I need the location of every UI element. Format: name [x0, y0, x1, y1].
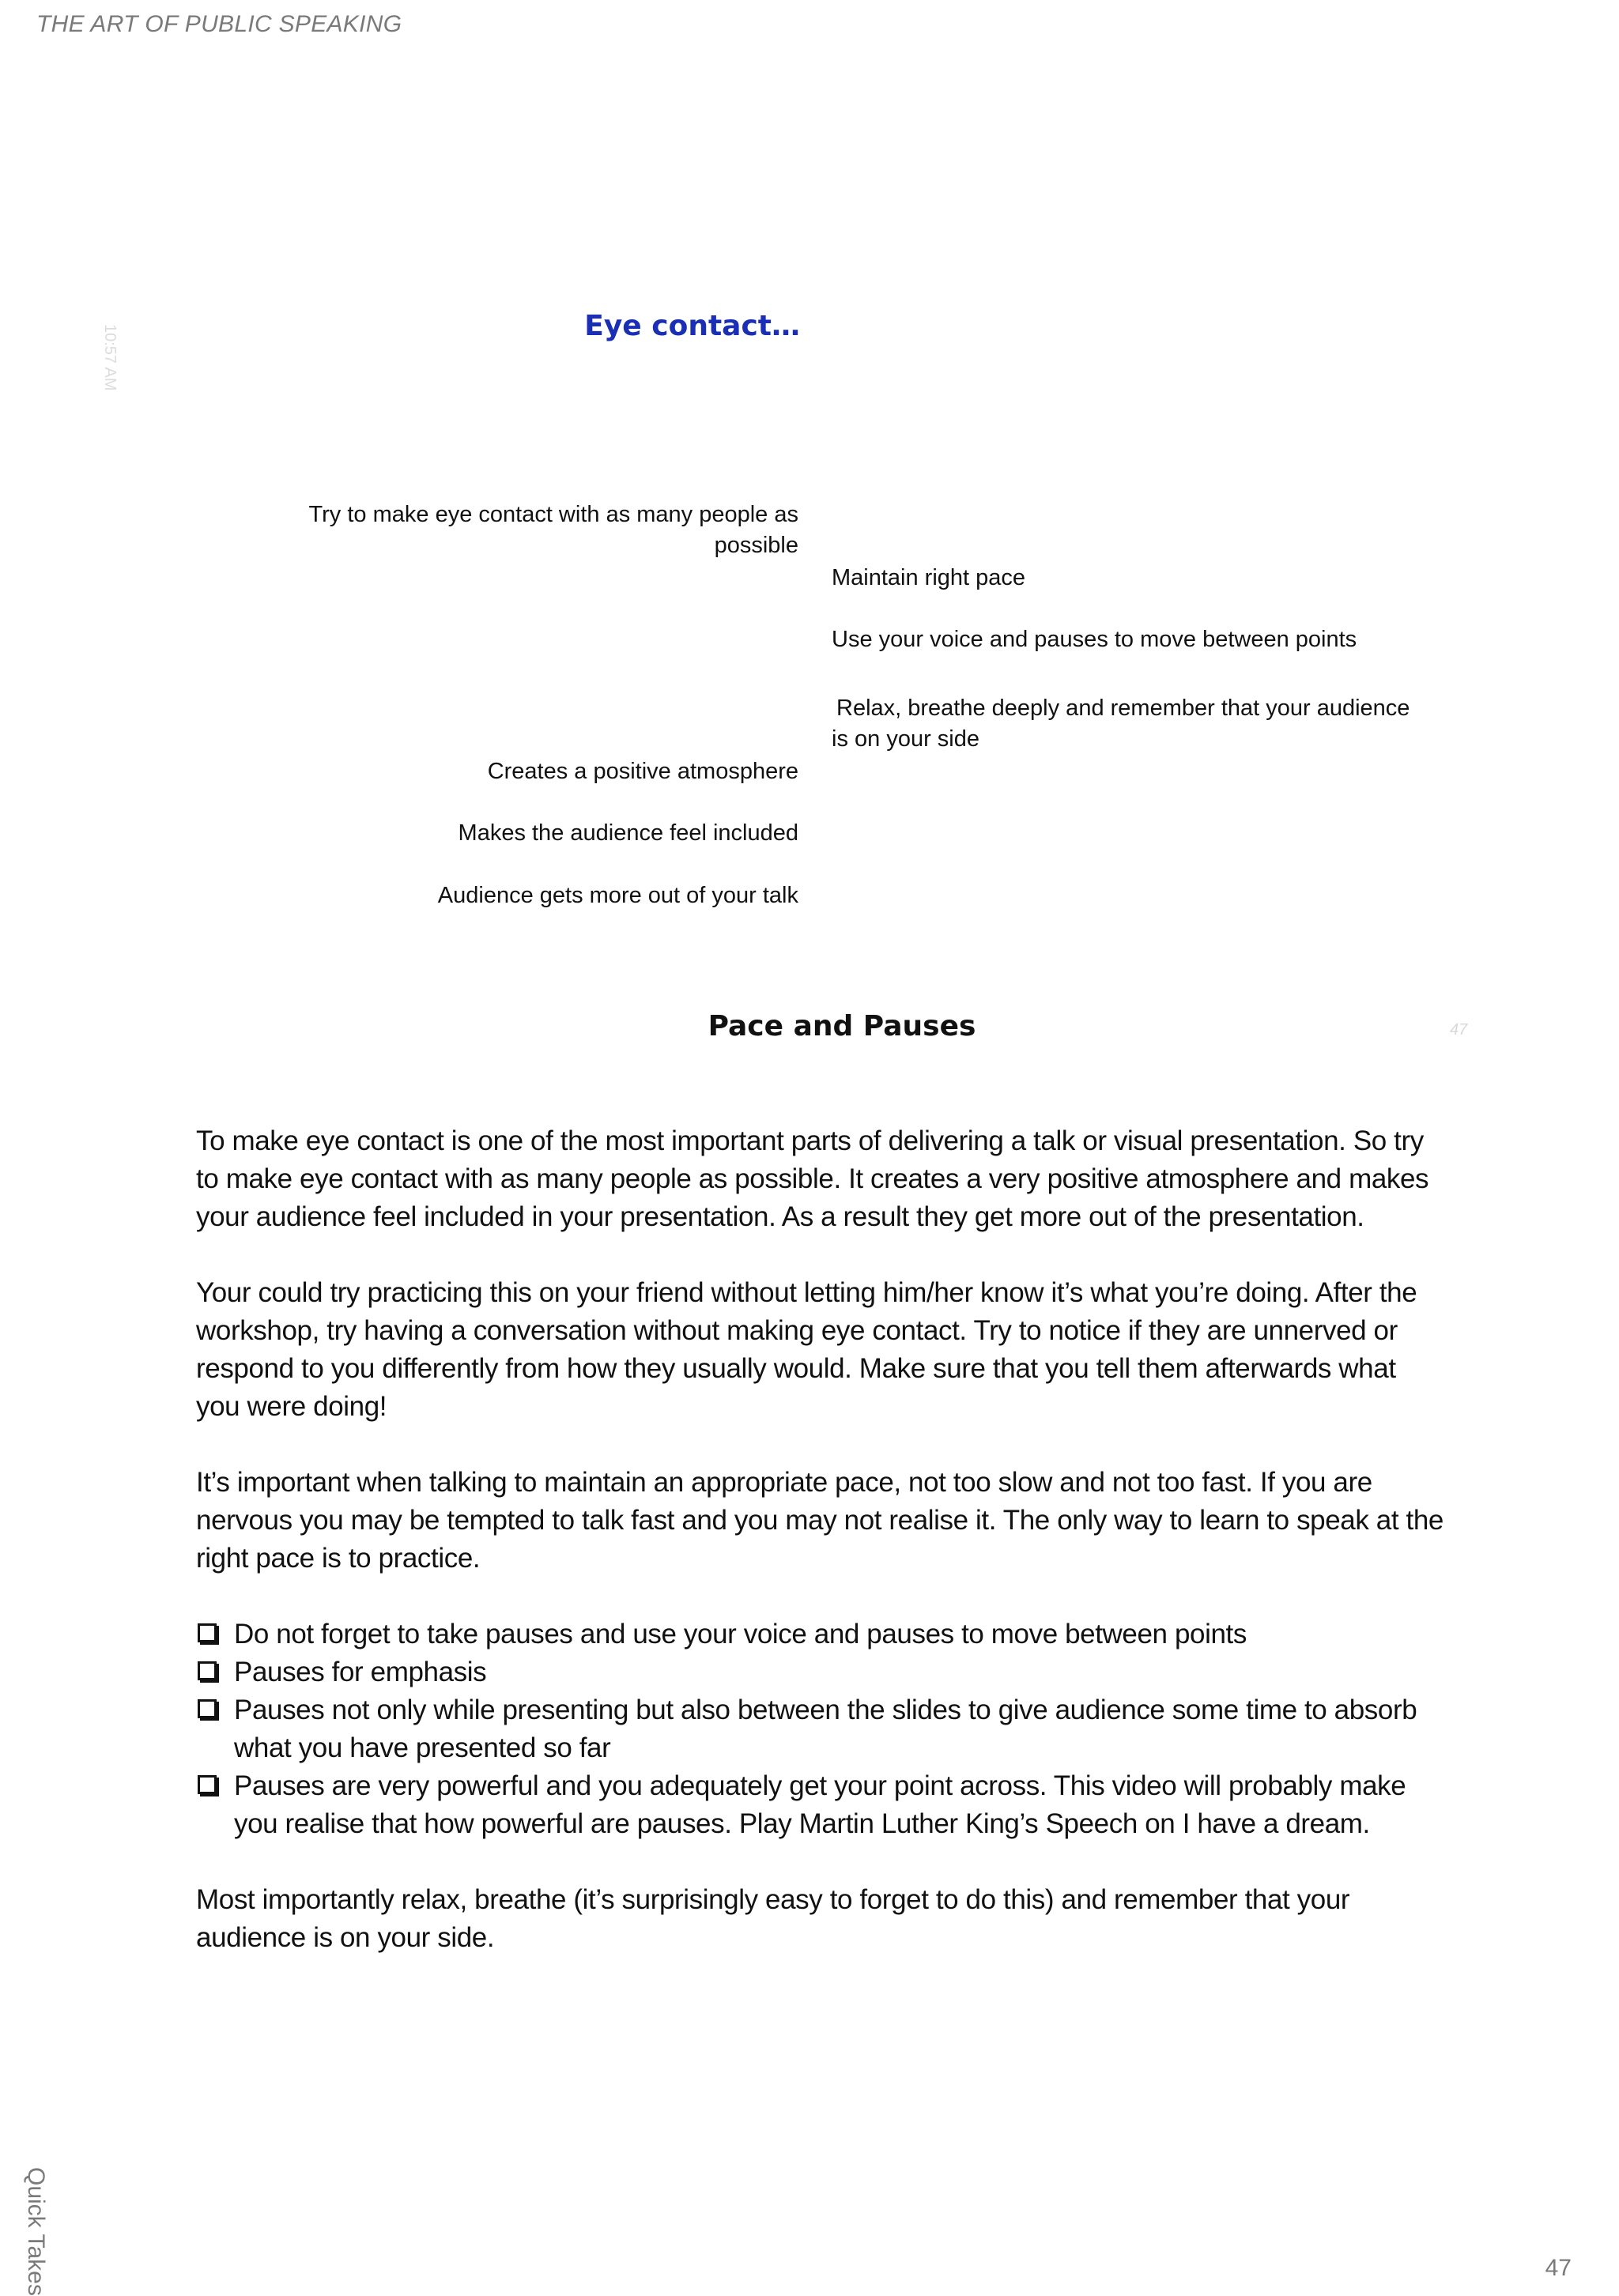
closing-paragraph: Most importantly relax, breathe (it’s surprisingly easy to forget to do this) and remember that your audience is on your side.: [196, 1884, 1350, 1953]
bullet-text: Do not forget to take pauses and use your voice and pauses to move between points: [234, 1619, 1247, 1649]
body-text: [196, 1122, 1445, 1995]
body-paragraph: To make eye contact is one of the most important parts of delivering a talk or visual presentation. So try to make eye contact with as many people as possible. It creates a very positive atmosphere and makes your audience feel included in your presentation. As a result they get more out of the presentation.: [196, 1125, 1429, 1232]
slide-left-item: Makes the audience feel included: [458, 820, 798, 846]
bullet-item: [196, 1653, 1445, 1691]
bullet-item: [196, 1767, 1445, 1843]
slide-right-item: Use your voice and pauses to move between points: [832, 627, 1357, 652]
slide-left-item: Try to make eye contact with as many people as possible: [308, 502, 798, 558]
slide-left-item: Audience gets more out of your talk: [437, 883, 798, 908]
body-paragraph: Your could try practicing this on your friend without letting him/her know it’s what you’re doing. After the workshop, try having a conversation without making eye contact. Try to notice if they are unnerved or respond to you differently from how they usually would. Make sure that you tell them afterwards what you were doing!: [196, 1277, 1417, 1422]
faint-timestamp: 10:57 AM: [101, 324, 119, 391]
bullet-text: Pauses are very powerful and you adequately get your point across. This video will probably make you realise that how powerful are pauses. Play Martin Luther King’s Speech on I have a dream.: [234, 1770, 1406, 1839]
slide-right-item: Relax, breathe deeply and remember that your audience is on your side: [832, 696, 1410, 752]
page-number: 47: [1545, 2255, 1572, 2281]
checkbox-icon: [198, 1623, 217, 1642]
faint-slide-number: 47: [1450, 1021, 1468, 1039]
bullet-text: Pauses for emphasis: [234, 1657, 487, 1687]
bullet-item: [196, 1615, 1445, 1653]
checkbox-icon: [198, 1775, 217, 1794]
section-title: Pace and Pauses: [708, 1010, 976, 1042]
side-label: Quick Takes: [23, 2167, 49, 2296]
running-header: THE ART OF PUBLIC SPEAKING: [36, 11, 402, 37]
slide-left-item: Creates a positive atmosphere: [487, 759, 798, 784]
bullet-text: Pauses not only while presenting but also between the slides to give audience some time to absorb what you have presented so far: [234, 1695, 1417, 1763]
bullet-list: [196, 1615, 1445, 1843]
body-paragraph: It’s important when talking to maintain an appropriate pace, not too slow and not too fast. If you are nervous you may be tempted to talk fast and you may not realise it. The only way to learn to speak at the right pace is to practice.: [196, 1467, 1444, 1574]
checkbox-icon: [198, 1661, 217, 1680]
slide-right-item: Maintain right pace: [832, 565, 1026, 590]
bullet-item: [196, 1691, 1445, 1767]
slide-title: Eye contact…: [584, 310, 800, 342]
checkbox-icon: [198, 1699, 217, 1718]
